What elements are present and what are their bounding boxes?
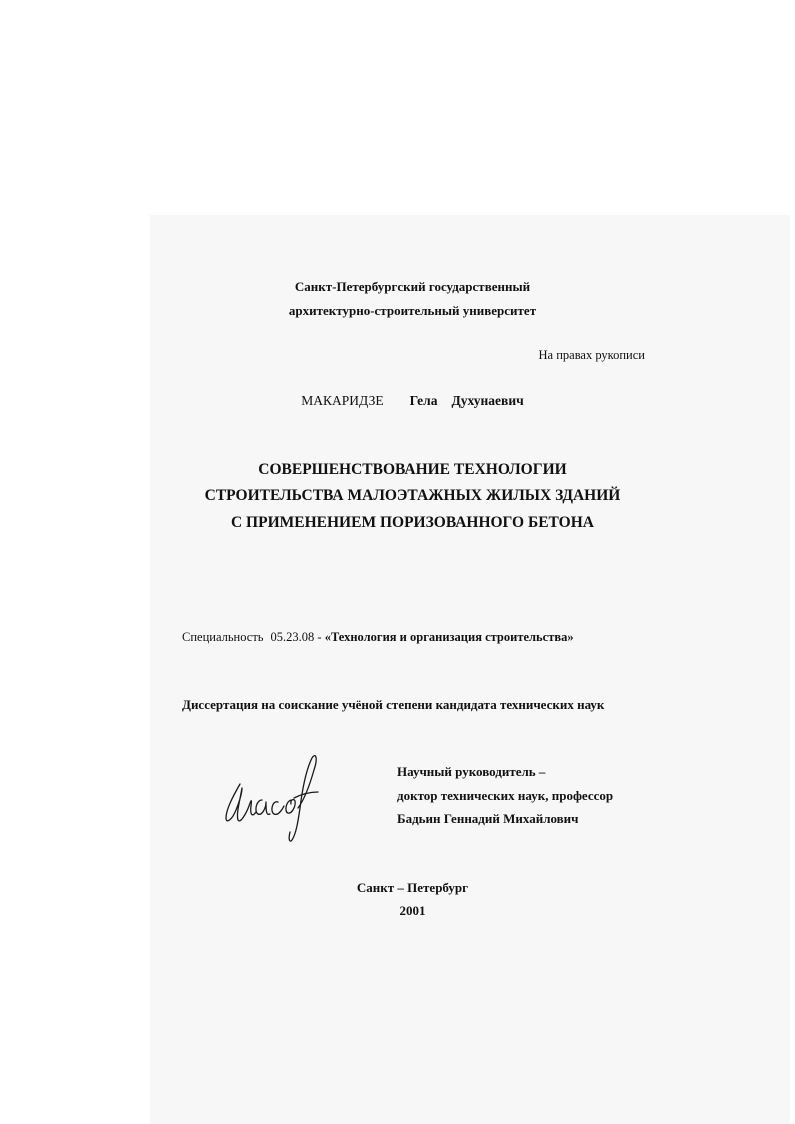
specialty-code: 05.23.08 - (270, 630, 322, 644)
specialty-name: «Технология и организация строительства» (324, 630, 574, 644)
title-line-3: С ПРИМЕНЕНИЕМ ПОРИЗОВАННОГО БЕТОНА (230, 514, 594, 531)
scanned-sheet (150, 215, 790, 1124)
dissertation-statement: Диссертация на соискание учёной степени кандидата технических наук (182, 697, 605, 712)
author-surname: МАКАРИДЗЕ (301, 393, 384, 408)
supervisor-degree: доктор технических наук, профессор (397, 788, 614, 803)
supervisor-name: Бадьин Геннадий Михайлович (397, 811, 579, 826)
author-first-name: Гела (409, 393, 438, 408)
title-line-1: СОВЕРШЕНСТВОВАНИЕ ТЕХНОЛОГИИ (258, 461, 567, 478)
specialty-label: Специальность (182, 630, 264, 644)
specialty-line (182, 629, 574, 645)
supervisor-role: Научный руководитель – (397, 764, 546, 779)
university-line-2: архитектурно-строительный университет (288, 303, 537, 318)
title-line-2: СТРОИТЕЛЬСТВА МАЛОЭТАЖНЫХ ЖИЛЫХ ЗДАНИЙ (204, 487, 621, 504)
university-line-1: Санкт-Петербургский государственный (294, 279, 531, 294)
manuscript-rights-note: На правах рукописи (538, 348, 645, 362)
year: 2001 (399, 903, 426, 918)
city: Санкт – Петербург (356, 880, 469, 895)
author-patronymic: Духунаевич (451, 393, 524, 408)
signature (218, 748, 330, 844)
author-name (150, 393, 675, 409)
